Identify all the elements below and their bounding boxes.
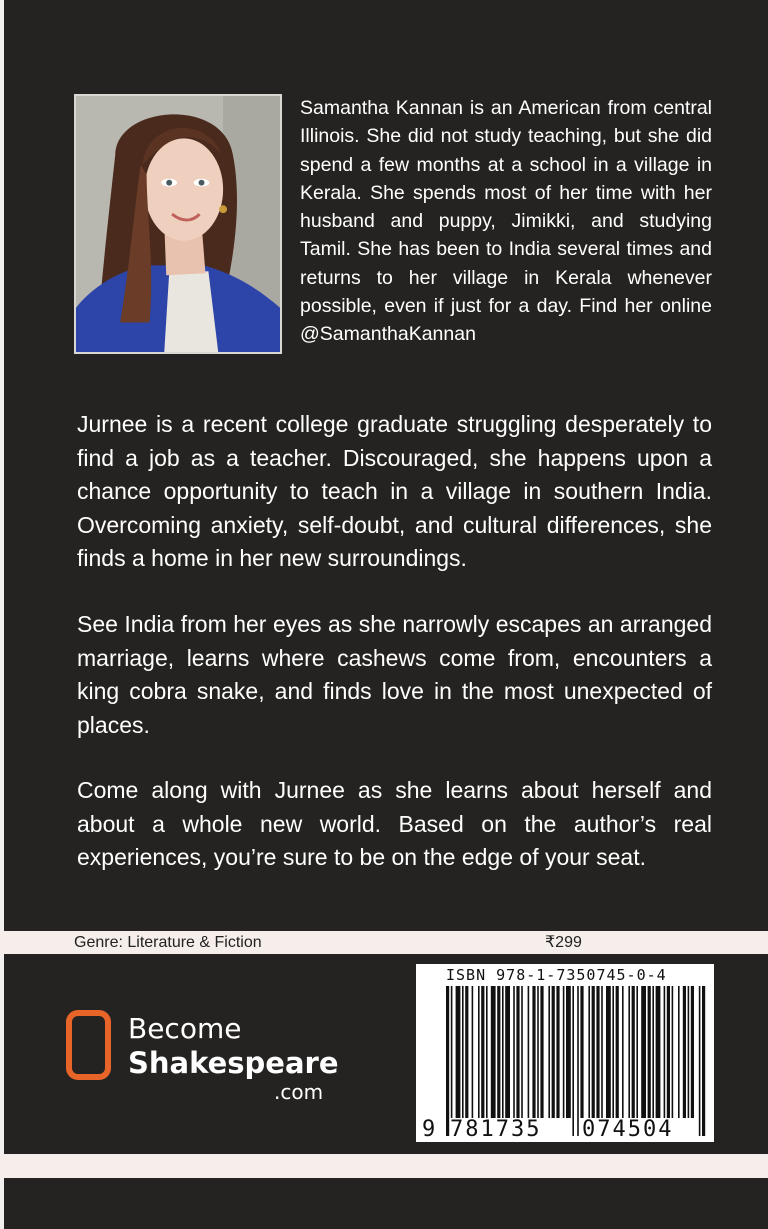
barcode-bar [606,986,611,1118]
barcode-bars [416,964,714,1142]
barcode-bar [656,986,661,1118]
barcode-bar [563,986,565,1118]
barcode-bar [537,986,539,1118]
barcode-bar [451,986,453,1136]
barcode-bar [548,986,550,1118]
barcode-bar [612,986,614,1118]
author-bio: Samantha Kannan is an American from central Illinois. She did not study teaching, but she did spend a few months at a school in a village in Kerala. She spends most of her time with her husband and puppy, Jimikki, and studying Tamil. She has been to India several times and returns to her village in Kerala whenever possible, even if just for a day. Find her online @SamanthaKannan [300,97,712,346]
barcode-bar [588,986,590,1118]
barcode-bar [683,986,686,1118]
publisher-name-line3: .com [274,1080,324,1104]
barcode-bar [472,986,474,1118]
barcode-bar [667,986,670,1118]
barcode-bar [481,986,484,1118]
barcode-bar [672,986,674,1118]
barcode-digits-left: 781735 [450,1117,542,1142]
barcode-bar [699,986,701,1136]
barcode-bar [516,986,519,1118]
barcode-bar [462,986,464,1118]
barcode-bar [592,986,595,1118]
barcode-bar [446,986,449,1136]
barcode-bar [566,986,571,1118]
isbn-barcode [416,964,714,1142]
barcode-bar [652,986,654,1118]
barcode-bar [540,986,543,1118]
barcode-bar [616,986,619,1118]
barcode-bar [513,986,515,1118]
barcode-bar [505,986,510,1118]
barcode-bar [577,986,579,1136]
barcode-digits-right: 074504 [582,1117,674,1142]
publisher-name-line2: Shakespeare [128,1046,339,1080]
barcode-bar [497,986,500,1118]
barcode-bar [691,986,694,1118]
barcode-bar [491,986,496,1118]
barcode-bar [552,986,555,1118]
barcode-bar [556,986,559,1118]
barcode-bar [622,986,624,1118]
barcode-bar [632,986,635,1118]
barcode-bar [596,986,599,1118]
barcode-bar [528,986,530,1118]
blurb-paragraph-1: Jurnee is a recent college graduate struggling desperately to find a job as a teacher. Discouraged, she happens upon a chance opportunity to teach in a village in southern India. Overcoming anxiety, self-doubt, and cultural differences, she finds a home in her new surroundings. [77,411,712,571]
barcode-bar [664,986,666,1118]
price-label: ₹299 [545,934,582,951]
cover-edge [0,0,4,1229]
barcode-bar [580,986,583,1118]
barcode-bar [456,986,461,1118]
barcode-bar [486,986,488,1118]
barcode-bar [465,986,468,1118]
genre-label: Genre: Literature & Fiction [74,934,262,951]
barcode-bar [572,986,574,1136]
bottom-strip [0,1154,768,1178]
barcode-bar [532,986,535,1118]
author-portrait-image [76,96,280,352]
blurb-paragraph-3: Come along with Jurnee as she learns about herself and about a whole new world. Based on the author’s real experiences, you’re sure to be on the edge of your seat. [77,777,712,870]
blurb-paragraph-2: See India from her eyes as she narrowly escapes an arranged marriage, learns where cashews come from, encounters a king cobra snake, and finds love in the most unexpected of places. [77,611,712,738]
barcode-bar [628,986,630,1118]
barcode-bar [636,986,638,1118]
barcode-bar [648,986,651,1118]
isbn-label: ISBN 978-1-7350745-0-4 [446,966,667,984]
barcode-bar [502,986,504,1118]
publisher-name-line1: Become [128,1012,242,1045]
barcode-bar [702,986,705,1136]
barcode-bar [521,986,523,1118]
barcode-digit-first: 9 [422,1117,438,1142]
barcode-bar [688,986,690,1118]
publisher-logo-icon [66,1010,111,1080]
barcode-bar [478,986,480,1118]
author-photo [74,94,282,354]
barcode-bar [641,986,646,1118]
barcode-bar [678,986,680,1118]
barcode-bar [601,986,603,1118]
